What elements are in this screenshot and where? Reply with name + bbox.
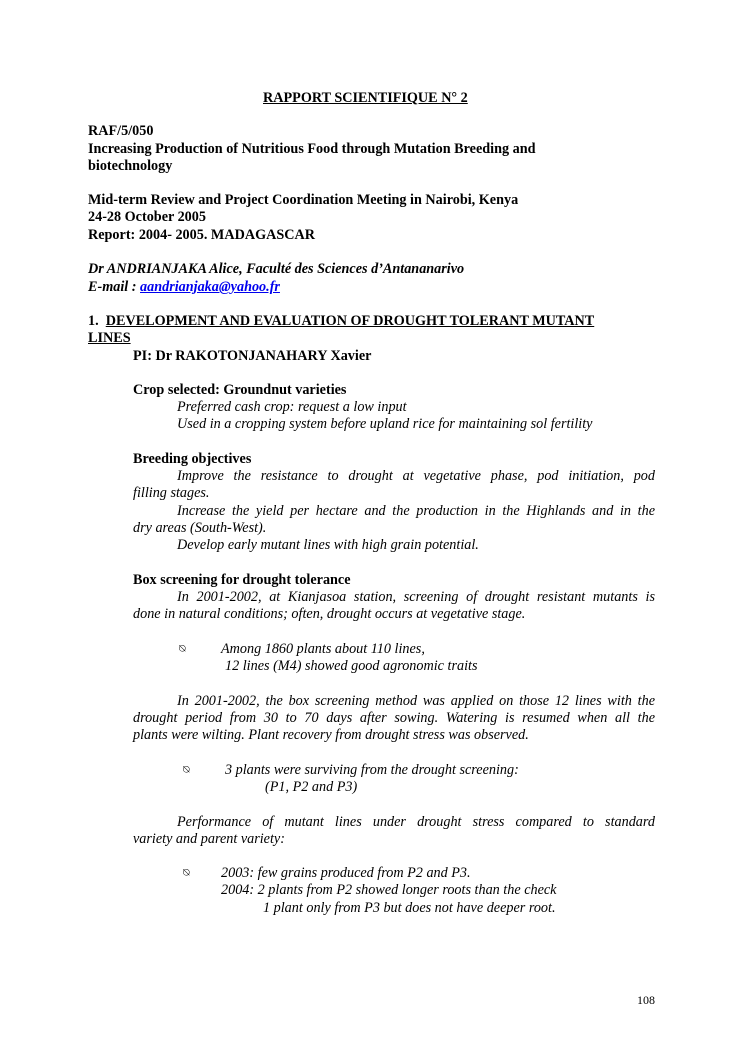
crop-heading: Crop selected: Groundnut varieties — [133, 382, 347, 398]
principal-investigator: PI: Dr RAKOTONJANAHARY Xavier — [133, 348, 372, 364]
section-heading — [88, 313, 594, 330]
breeding-line: dry areas (South-West). — [133, 520, 267, 536]
bullet-line: Among 1860 plants about 110 lines, — [221, 641, 425, 657]
page-title: RAPPORT SCIENTIFIQUE N° 2 — [263, 90, 468, 106]
paragraph-line: plants were wilting. Plant recovery from drought stress was observed. — [133, 727, 529, 743]
bullet-line: 2003: few grains produced from P2 and P3. — [221, 865, 471, 881]
crop-line: Used in a cropping system before upland rice for maintaining sol fertility — [177, 416, 593, 432]
box-heading: Box screening for drought tolerance — [133, 572, 351, 588]
bullet-line: 3 plants were surviving from the drought screening: — [225, 762, 519, 778]
paragraph-line: done in natural conditions; often, drought occurs at vegetative stage. — [133, 606, 526, 622]
meeting-dates: 24-28 October 2005 — [88, 209, 206, 225]
breeding-line: Increase the yield per hectare and the production in the Highlands and in the — [177, 503, 655, 519]
meeting-title: Mid-term Review and Project Coordination Meeting in Nairobi, Kenya — [88, 192, 519, 208]
paragraph-line: Performance of mutant lines under drought stress compared to standard — [177, 814, 655, 830]
crop-line: Preferred cash crop: request a low input — [177, 399, 407, 415]
project-code: RAF/5/050 — [88, 123, 154, 139]
paragraph-line: In 2001-2002, at Kianjasoa station, screening of drought resistant mutants is — [177, 589, 655, 605]
bullet-icon: ⍉ — [179, 643, 186, 655]
section-number: 1. — [88, 313, 99, 329]
paragraph-line: In 2001-2002, the box screening method was applied on those 12 lines with the — [177, 693, 655, 709]
project-title-line: biotechnology — [88, 158, 173, 174]
author: Dr ANDRIANJAKA Alice, Faculté des Sciences d’Antananarivo — [88, 261, 465, 277]
email-line — [88, 279, 280, 296]
paragraph-line: variety and parent variety: — [133, 831, 285, 847]
breeding-heading: Breeding objectives — [133, 451, 252, 467]
breeding-line: Develop early mutant lines with high grain potential. — [177, 537, 479, 553]
email-label: E-mail : — [88, 279, 141, 295]
page-number: 108 — [637, 993, 655, 1007]
bullet-line: 1 plant only from P3 but does not have deeper root. — [263, 900, 556, 916]
breeding-line: Improve the resistance to drought at vegetative phase, pod initiation, pod — [177, 468, 655, 484]
section-title-cont: LINES — [88, 330, 131, 346]
section-title: DEVELOPMENT AND EVALUATION OF DROUGHT TOLERANT MUTANT — [105, 313, 595, 329]
bullet-line: 12 lines (M4) showed good agronomic traits — [225, 658, 478, 674]
paragraph-line: drought period from 30 to 70 days after sowing. Watering is resumed when all the — [133, 710, 655, 726]
bullet-icon: ⍉ — [183, 764, 190, 776]
breeding-line: filling stages. — [133, 485, 210, 501]
bullet-line: (P1, P2 and P3) — [265, 779, 358, 795]
report-line: Report: 2004- 2005. MADAGASCAR — [88, 227, 315, 243]
email-link[interactable]: aandrianjaka@yahoo.fr — [140, 279, 280, 295]
bullet-icon: ⍉ — [183, 867, 190, 879]
project-title-line: Increasing Production of Nutritious Food through Mutation Breeding and — [88, 141, 536, 157]
bullet-line: 2004: 2 plants from P2 showed longer roots than the check — [221, 882, 557, 898]
